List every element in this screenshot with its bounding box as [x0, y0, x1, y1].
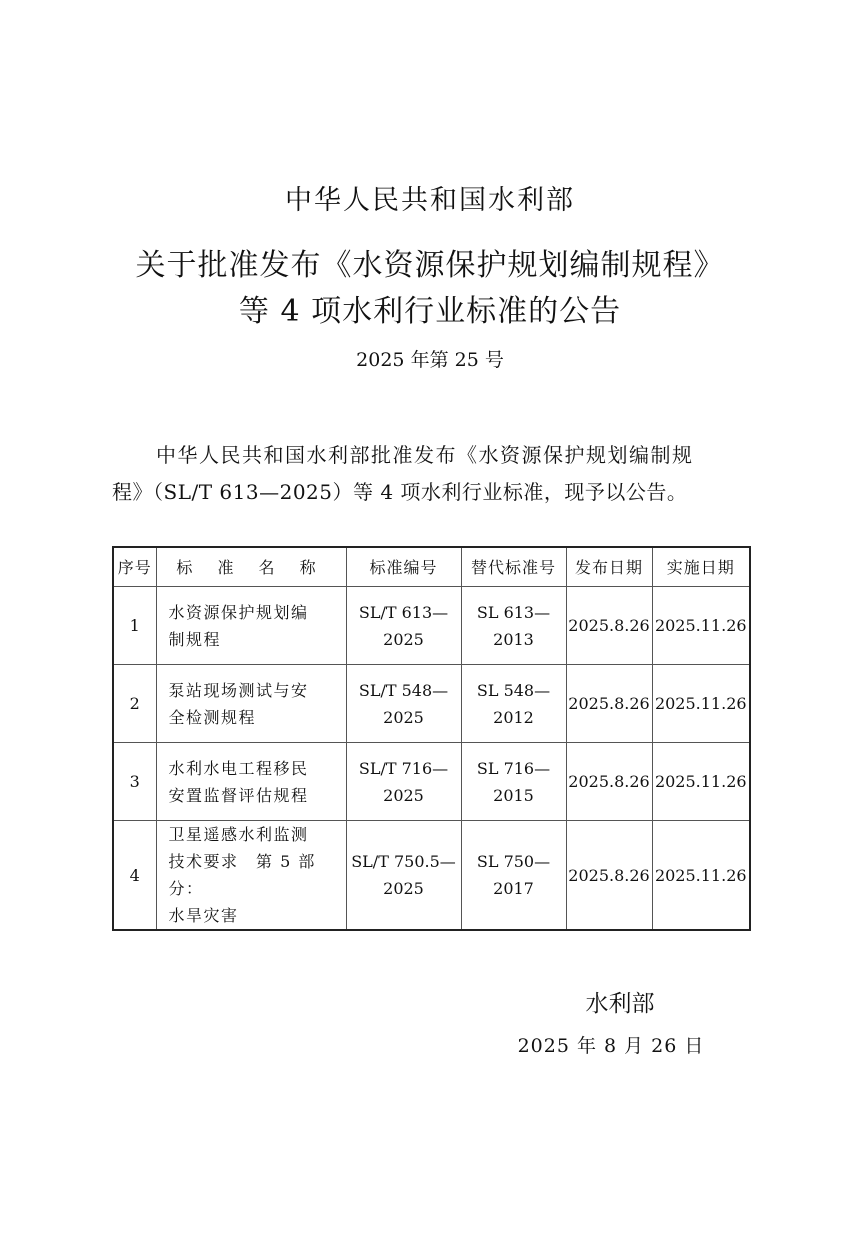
standard-name-cell [156, 587, 346, 665]
announcement-body [112, 437, 752, 511]
cell-line: SL 716— [476, 758, 551, 778]
header-standard-name: 标 准 名 称 [156, 547, 346, 587]
cell-line: 2025 [383, 785, 424, 805]
effective-date-cell: 2025.11.26 [652, 665, 750, 743]
effective-date-cell: 2025.11.26 [652, 743, 750, 821]
table-row [113, 821, 750, 931]
header-serial-number: 序号 [113, 547, 156, 587]
standard-code-cell [346, 821, 461, 931]
header-replaced-code: 替代标准号 [461, 547, 566, 587]
cell-line: 安置监督评估规程 [168, 785, 309, 805]
standard-name-cell [156, 743, 346, 821]
cell-line: 2025 [383, 707, 424, 727]
cell-line: 水利水电工程移民 [168, 758, 309, 778]
cell-line: 2017 [493, 879, 534, 898]
document-number: 2025 年第 25 号 [356, 349, 504, 371]
cell-line: SL/T 716— [358, 758, 449, 778]
standard-name-cell [156, 665, 346, 743]
publish-date-cell: 2025.8.26 [566, 821, 652, 931]
cell-line: 2013 [493, 629, 534, 649]
issuer-heading: 中华人民共和国水利部 [285, 185, 575, 216]
cell-line: 制规程 [168, 629, 222, 649]
table-row [113, 743, 750, 821]
cell-line: 2025 [383, 629, 424, 649]
serial-number-cell: 2 [113, 665, 156, 743]
standard-code-cell [346, 743, 461, 821]
cell-line: 卫星遥感水利监测 [168, 825, 309, 844]
cell-line: 全检测规程 [168, 707, 257, 727]
cell-line: 2015 [493, 785, 534, 805]
publish-date-cell: 2025.8.26 [566, 587, 652, 665]
replaced-code-cell [461, 743, 566, 821]
header-publish-date: 发布日期 [566, 547, 652, 587]
header-effective-date: 实施日期 [652, 547, 750, 587]
replaced-code-cell [461, 665, 566, 743]
serial-number-cell: 1 [113, 587, 156, 665]
cell-line: 水资源保护规划编 [168, 602, 309, 622]
cell-line: 技术要求 第 5 部分： [168, 852, 316, 898]
title-line: 关于批准发布《水资源保护规划编制规程》 [135, 248, 725, 283]
signing-date: 2025 年 8 月 26 日 [517, 1035, 705, 1057]
header-standard-code: 标准编号 [346, 547, 461, 587]
serial-number-cell: 3 [113, 743, 156, 821]
effective-date-cell: 2025.11.26 [652, 587, 750, 665]
cell-line: SL 548— [476, 680, 551, 700]
signing-organization: 水利部 [585, 991, 655, 1017]
cell-line: SL/T 548— [358, 680, 449, 700]
cell-line: SL/T 750.5— [351, 852, 456, 871]
cell-line: 泵站现场测试与安 [168, 680, 309, 700]
publish-date-cell: 2025.8.26 [566, 743, 652, 821]
cell-line: SL 750— [476, 852, 551, 871]
publish-date-cell: 2025.8.26 [566, 665, 652, 743]
body-line: 程》（SL/T 613—2025）等 4 项水利行业标准，现予以公告。 [112, 480, 688, 504]
title-line: 等 4 项水利行业标准的公告 [238, 294, 622, 329]
table-row [113, 587, 750, 665]
replaced-code-cell [461, 821, 566, 931]
cell-line: SL/T 613— [358, 602, 449, 622]
cell-line: SL 613— [476, 602, 551, 622]
replaced-code-cell [461, 587, 566, 665]
body-line: 中华人民共和国水利部批准发布《水资源保护规划编制规 [156, 443, 694, 467]
standard-code-cell [346, 665, 461, 743]
table-header-row [113, 547, 750, 587]
cell-line: 2012 [493, 707, 534, 727]
effective-date-cell: 2025.11.26 [652, 821, 750, 931]
standard-name-cell [156, 821, 346, 931]
announcement-title [0, 243, 860, 335]
table-row [113, 665, 750, 743]
cell-line: 2025 [383, 879, 424, 898]
standard-code-cell [346, 587, 461, 665]
standards-table [112, 546, 751, 931]
serial-number-cell: 4 [113, 821, 156, 931]
cell-line: 水旱灾害 [168, 906, 239, 925]
